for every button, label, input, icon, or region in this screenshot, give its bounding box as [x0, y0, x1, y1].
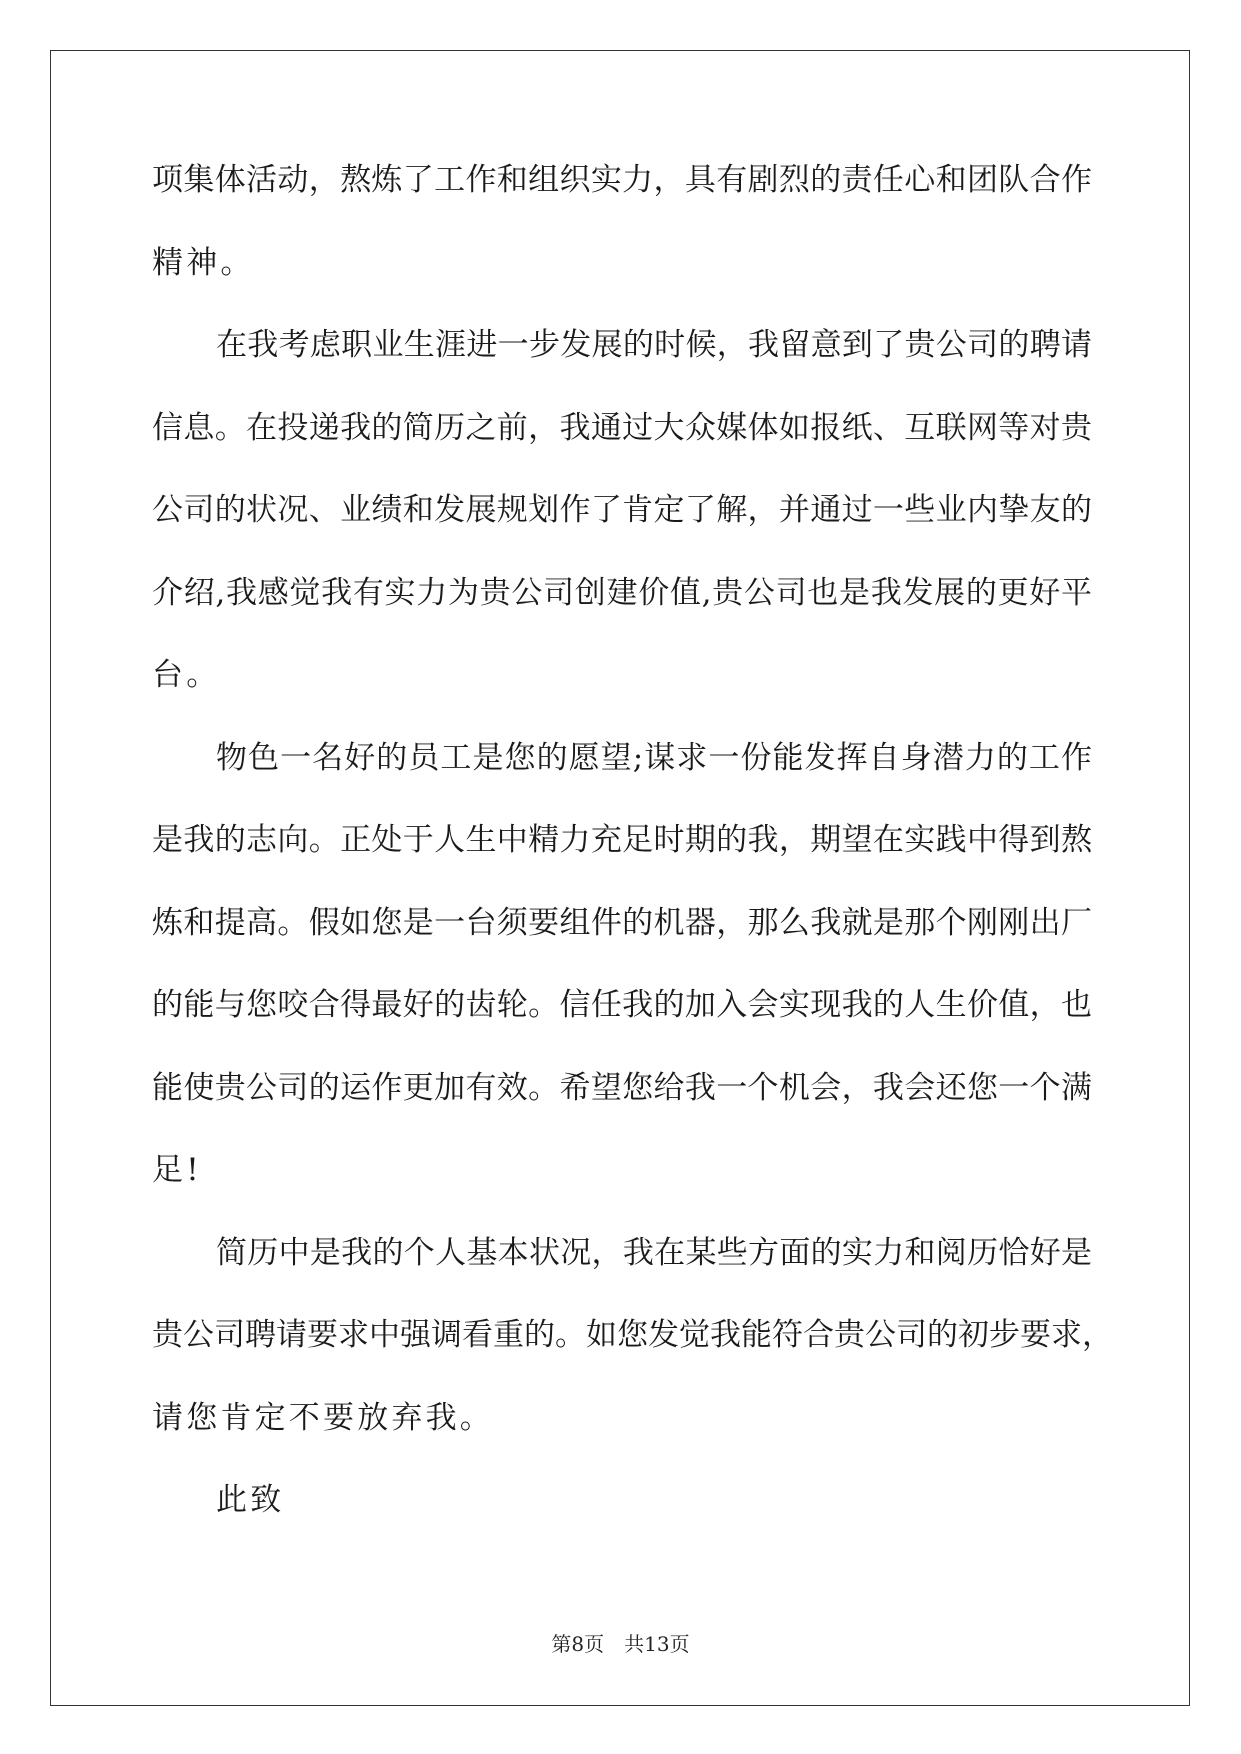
- text-line: 信息。在投递我的简历之前，我通过大众媒体如报纸、互联网等对贵: [152, 409, 1092, 446]
- text-line: 请您肯定不要放弃我。: [152, 1399, 494, 1436]
- text-line: 物色一名好的员工是您的愿望;谋求一份能发挥自身潜力的工作: [216, 739, 1092, 776]
- text-line: 介绍,我感觉我有实力为贵公司创建价值,贵公司也是我发展的更好平: [152, 574, 1092, 611]
- text-line: 炼和提高。假如您是一台须要组件的机器，那么我就是那个刚刚出厂: [152, 904, 1092, 941]
- text-line: 简历中是我的个人基本状况，我在某些方面的实力和阅历恰好是: [216, 1234, 1092, 1271]
- page-number-footer: 第8页 共13页: [551, 1632, 690, 1656]
- text-line: 能使贵公司的运作更加有效。希望您给我一个机会，我会还您一个满: [152, 1069, 1092, 1106]
- text-line: 的能与您咬合得最好的齿轮。信任我的加入会实现我的人生价值，也: [152, 987, 1092, 1023]
- text-line: 是我的志向。正处于人生中精力充足时期的我，期望在实践中得到熬: [152, 822, 1092, 858]
- text-line: 在我考虑职业生涯进一步发展的时候，我留意到了贵公司的聘请: [216, 327, 1092, 363]
- text-line: 足!: [152, 1152, 202, 1188]
- text-line: 此致: [216, 1482, 285, 1518]
- text-line: 精神。: [152, 244, 255, 281]
- text-line: 项集体活动，熬炼了工作和组织实力，具有剧烈的责任心和团队合作: [152, 162, 1092, 198]
- text-line: 贵公司聘请要求中强调看重的。如您发觉我能符合贵公司的初步要求，: [152, 1317, 1113, 1353]
- text-line: 公司的状况、业绩和发展规划作了肯定了解，并通过一些业内挚友的: [152, 492, 1092, 528]
- letter-body: [152, 160, 1113, 1563]
- text-line: 台。: [152, 657, 221, 693]
